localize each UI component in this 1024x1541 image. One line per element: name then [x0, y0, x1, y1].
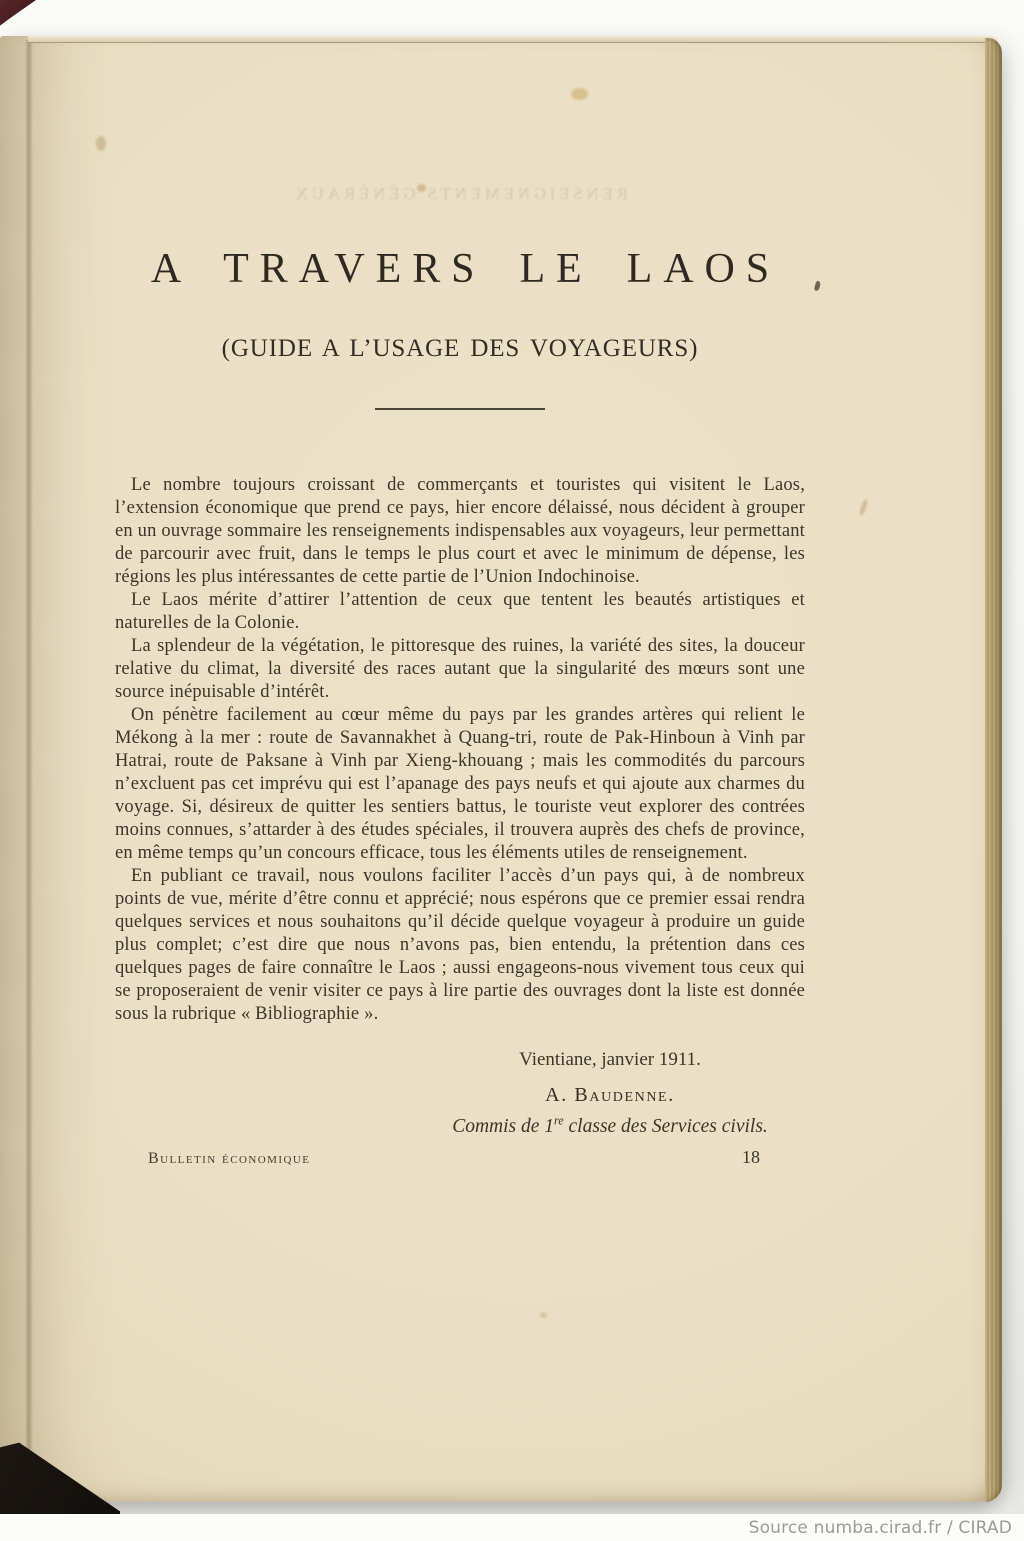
- paragraph: La splendeur de la végétation, le pittoresque des ruines, la variété des sites, la douceur relative du climat, la diversité des races autant que la singularité des mœurs sont une source inépuisable d’intérêt.: [115, 636, 805, 702]
- source-watermark-bar: [0, 1514, 1024, 1541]
- author-name: A. Baudenne.: [545, 1084, 675, 1106]
- author-role-suffix: classe des Services civils.: [563, 1116, 768, 1137]
- author-role-prefix: Commis de 1: [452, 1116, 555, 1137]
- paragraph: Le nombre toujours croissant de commerçants et touristes qui visitent le Laos, l’extension économique que prend ce pays, hier encore délaissé, nous décident à grouper en un ouvrage sommaire les renseignements indispensables aux voyageurs, leur permettant de parcourir avec fruit, dans le temps le plus court et avec le minimum de dépense, les régions les plus intéressantes de cette partie de l’Union Indochinoise.: [115, 475, 805, 587]
- article-body: [115, 474, 805, 1026]
- book-spine-corner-top: [0, 0, 36, 32]
- running-footer: [115, 1147, 805, 1168]
- paragraph: On pénètre facilement au cœur même du pays par les grandes artères qui relient le Mékong à la mer : route de Savannakhet à Quang-tri, route de Pak-Hinboun à Vinh par Hatrai, route de Paksane à Vinh par Xieng-khouang ; mais les commodités du parcours n’excluent pas cet imprévu qui est l’apanage des pays neufs et qui ajoute aux charmes du voyage. Si, désireux de quitter les sentiers battus, le touriste veut explorer des contrées moins connues, s’attarder à des études spéciales, il trouvera auprès des chefs de province, en même temps qu’un concours efficace, tous les éléments utiles de renseignement.: [115, 705, 805, 863]
- page-stacked-edges: [985, 38, 1002, 1502]
- article-title: A TRAVERS LE LAOS: [150, 246, 781, 292]
- paper-stain: [96, 136, 106, 151]
- printed-page-content: [115, 36, 805, 1168]
- paragraph: Le Laos mérite d’attirer l’attention de ceux que tentent les beautés artistiques et naturelles de la Colonie.: [115, 590, 805, 633]
- journal-name: Bulletin économique: [148, 1150, 311, 1167]
- dateline: Vientiane, janvier 1911.: [519, 1049, 701, 1070]
- title-divider-rule: [375, 408, 545, 410]
- source-watermark-text: Source numba.cirad.fr / CIRAD: [748, 1517, 1012, 1538]
- paper-stain: [540, 1312, 547, 1318]
- paragraph: En publiant ce travail, nous voulons faciliter l’accès d’un pays qui, à de nombreux points de vue, mérite d’être connu et apprécié; nous espérons que ce premier essai rendra quelques services et nous souhaitons qu’il décide quelque voyageur à produire un guide plus complet; c’est dire que nous n’avons pas, bien entendu, la prétention dans ces quelques pages de faire connaître le Laos ; aussi engageons-nous vivement tous ceux qui se proposeraient de venir visiter ce pays à lire partie des ouvrages dont la liste est donnée sous la rubrique « Bibliographie ».: [115, 866, 805, 1024]
- author-role-ordinal: re: [554, 1113, 564, 1128]
- article-subtitle: (GUIDE A L’USAGE DES VOYAGEURS): [221, 335, 699, 362]
- signature-block: [415, 1048, 805, 1140]
- page-gutter-crease: [25, 40, 33, 1492]
- verso-bleedthrough-text: RENSEIGNEMENTS GÉNÉRAUX: [292, 184, 628, 203]
- page-number: 18: [742, 1147, 760, 1167]
- author-role: [415, 1114, 805, 1140]
